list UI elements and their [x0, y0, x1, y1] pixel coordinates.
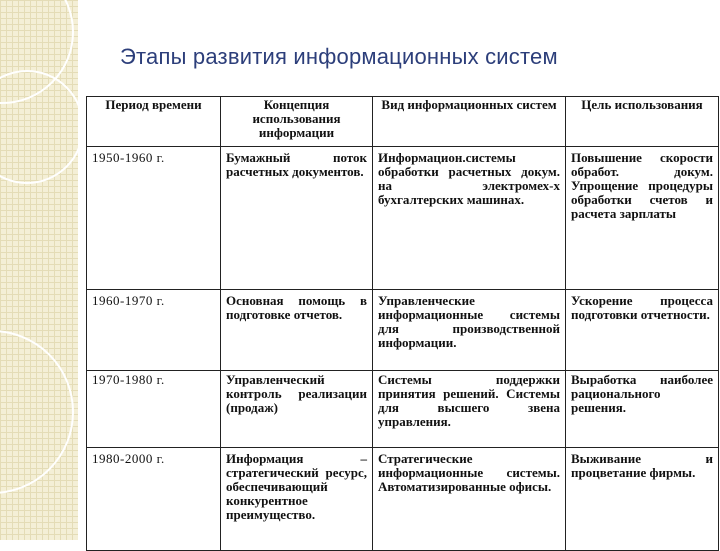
system-cell: Стратегические информационные системы. Автоматизированные офисы.: [373, 448, 566, 551]
header-system-type: Вид информационных систем: [373, 97, 566, 147]
table-row: [87, 371, 719, 448]
system-cell: Управленческие информационные системы для производственной информации.: [373, 290, 566, 371]
decorative-swirl: [0, 70, 84, 184]
table-row: [87, 448, 719, 551]
goal-cell: Выживание и процветание фирмы.: [566, 448, 719, 551]
table-row: [87, 147, 719, 290]
concept-cell: Управленческий контроль реализации (продаж): [221, 371, 373, 448]
decorative-side-band: [0, 0, 78, 540]
goal-cell: Ускорение процесса подготовки отчетности.: [566, 290, 719, 371]
concept-cell: Информация – стратегический ресурс, обеспечивающий конкурентное преимущество.: [221, 448, 373, 551]
system-cell: Информацион.системы обработки расчетных докум. на электромех-х бухгалтерских машинах.: [373, 147, 566, 290]
concept-cell: Основная помощь в подготовке отчетов.: [221, 290, 373, 371]
period-cell: 1950-1960 г.: [87, 147, 221, 290]
table-header-row: [87, 97, 719, 147]
decorative-swirl: [0, 330, 74, 494]
goal-cell: Выработка наиболее рационального решения.: [566, 371, 719, 448]
concept-cell: Бумажный поток расчетных документов.: [221, 147, 373, 290]
table-row: [87, 290, 719, 371]
system-cell: Системы поддержки принятия решений. Системы для высшего звена управления.: [373, 371, 566, 448]
period-cell: 1970-1980 г.: [87, 371, 221, 448]
period-cell: 1960-1970 г.: [87, 290, 221, 371]
goal-cell: Повышение скорости обработ. докум. Упрощение процедуры обработки счетов и расчета зарплаты: [566, 147, 719, 290]
header-concept: Концепция использования информации: [221, 97, 373, 147]
slide-title: Этапы развития информационных систем: [120, 44, 558, 69]
header-period: Период времени: [87, 97, 221, 147]
header-goal: Цель использования: [566, 97, 719, 147]
stages-table: [86, 96, 719, 551]
period-cell: 1980-2000 г.: [87, 448, 221, 551]
